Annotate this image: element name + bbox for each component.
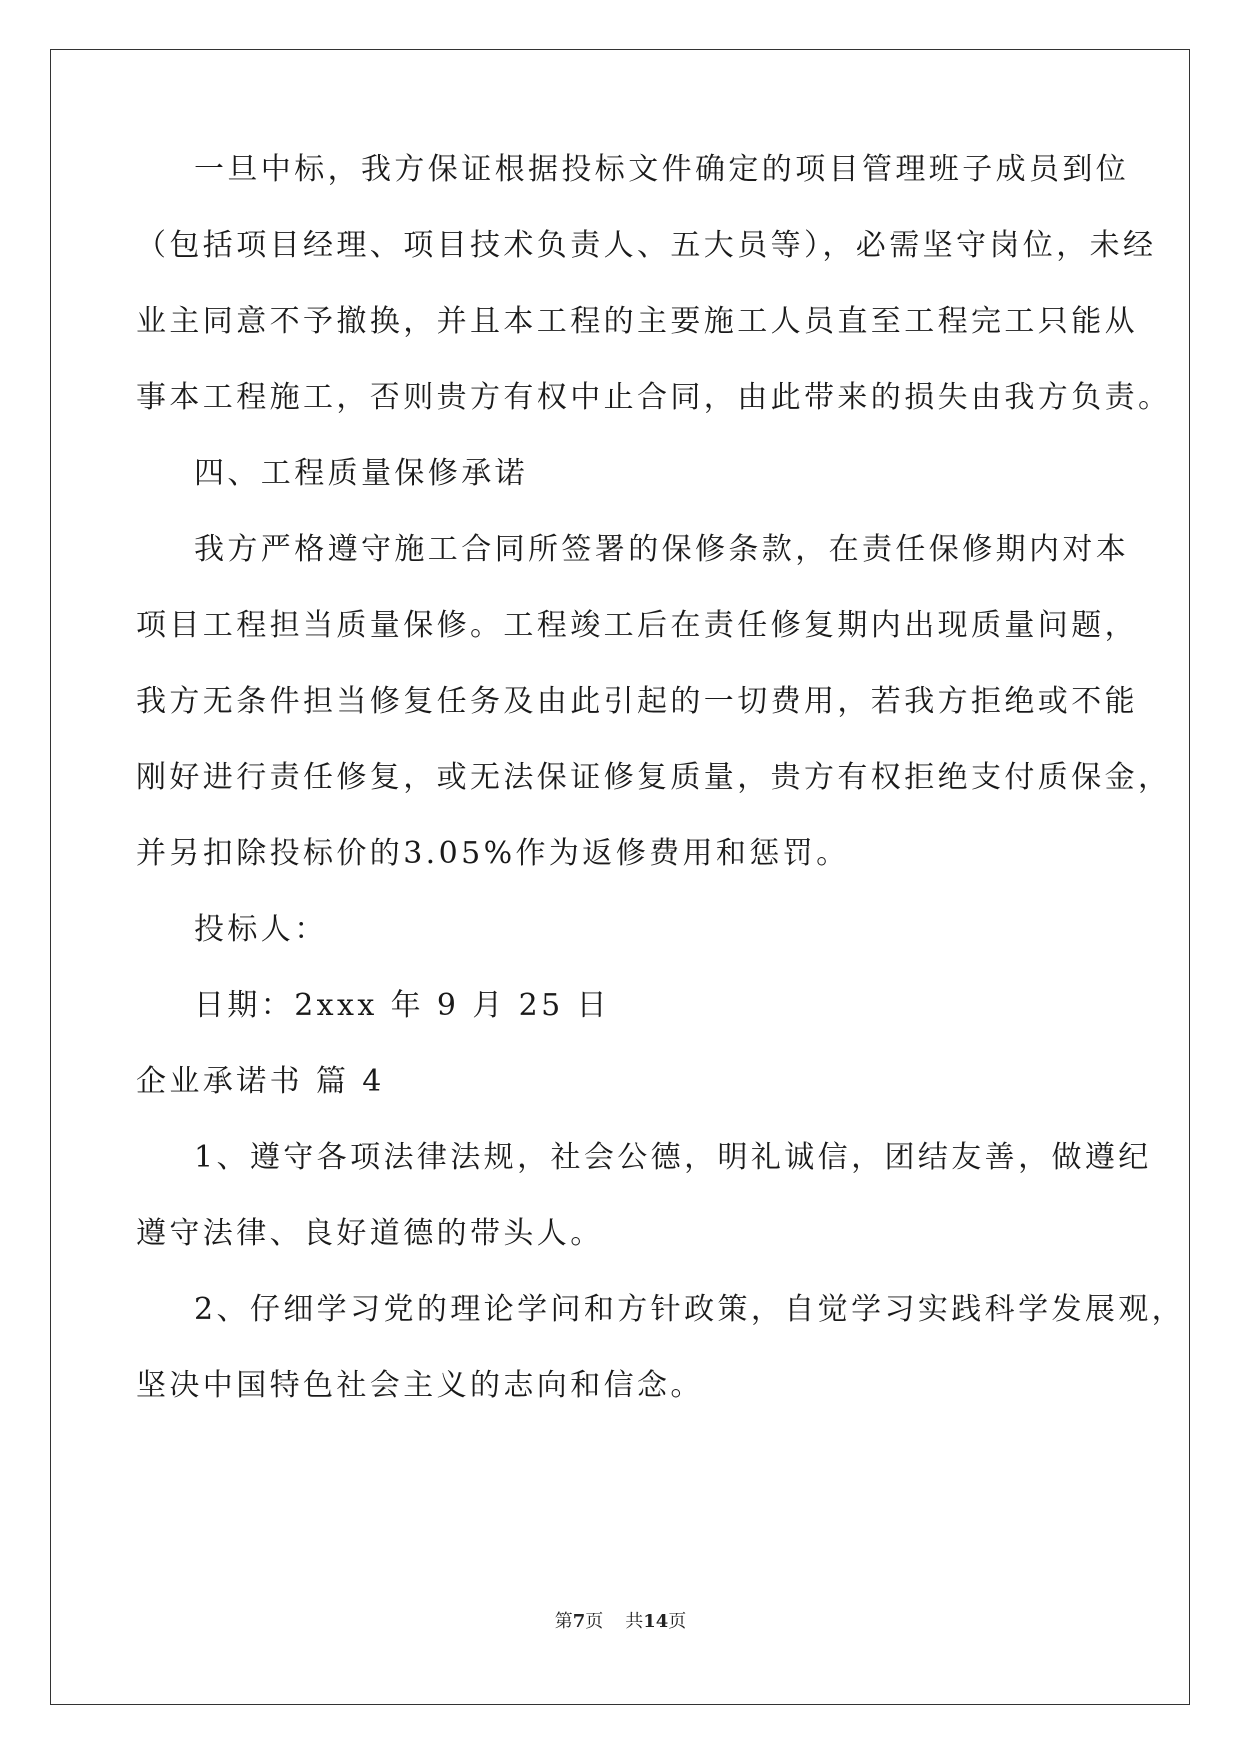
page-number: 7	[572, 1611, 586, 1632]
paragraph-line: 一旦中标，我方保证根据投标文件确定的项目管理班子成员到位	[194, 152, 1130, 187]
total-prefix: 共	[625, 1611, 644, 1632]
paragraph-line: 我方无条件担当修复任务及由此引起的一切费用，若我方拒绝或不能	[136, 684, 1138, 719]
paragraph-line: 我方严格遵守施工合同所签署的保修条款，在责任保修期内对本	[194, 532, 1130, 567]
paragraph-line: 遵守法律、良好道德的带头人。	[136, 1216, 604, 1251]
paragraph-line: 事本工程施工，否则贵方有权中止合同，由此带来的损失由我方负责。	[136, 380, 1172, 415]
paragraph-line: （包括项目经理、项目技术负责人、五大员等），必需坚守岗位，未经	[136, 228, 1157, 263]
bidder-label: 投标人：	[194, 912, 328, 947]
total-pages: 14	[643, 1611, 669, 1632]
total-suffix: 页	[668, 1611, 687, 1632]
page-footer	[0, 1610, 1241, 1634]
paragraph-line: 坚决中国特色社会主义的志向和信念。	[136, 1368, 704, 1403]
page-suffix: 页	[585, 1611, 604, 1632]
paragraph-line: 2、仔细学习党的理论学问和方针政策，自觉学习实践科学发展观，	[194, 1292, 1186, 1327]
paragraph-line: 并另扣除投标价的3.05%作为返修费用和惩罚。	[136, 836, 850, 871]
paragraph-line: 项目工程担当质量保修。工程竣工后在责任修复期内出现质量问题，	[136, 608, 1138, 643]
section-heading: 四、工程质量保修承诺	[194, 456, 528, 491]
section-title: 企业承诺书 篇 4	[136, 1064, 385, 1099]
paragraph-line: 1、遵守各项法律法规，社会公德，明礼诚信，团结友善，做遵纪	[194, 1140, 1152, 1175]
paragraph-line: 业主同意不予撤换，并且本工程的主要施工人员直至工程完工只能从	[136, 304, 1138, 339]
page-prefix: 第	[554, 1611, 573, 1632]
date-line: 日期：2xxx 年 9 月 25 日	[194, 988, 610, 1023]
page-border	[50, 49, 1190, 1705]
paragraph-line: 刚好进行责任修复，或无法保证修复质量，贵方有权拒绝支付质保金，	[136, 760, 1172, 795]
